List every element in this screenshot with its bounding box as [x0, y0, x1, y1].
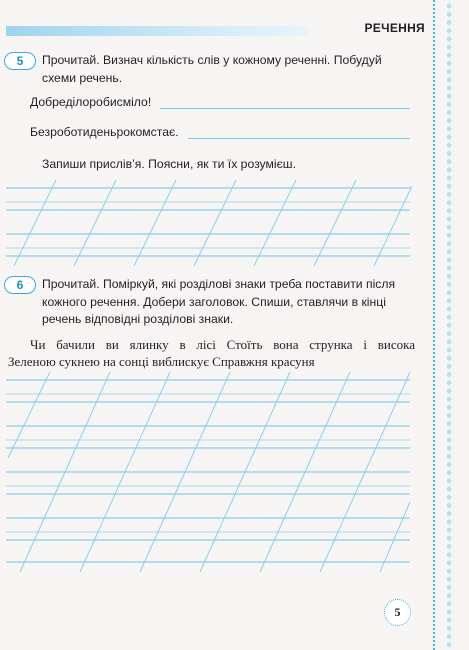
- task-6-writing-area[interactable]: [0, 372, 420, 582]
- header-accent-bar: [6, 26, 310, 36]
- task-6-text-line-2: Зеленою сукнею на сонці виблискує Справжня красуня: [8, 354, 315, 369]
- task-5-writing-area[interactable]: [0, 180, 420, 270]
- section-title: РЕЧЕННЯ: [364, 21, 425, 35]
- task-5-answer-line-1[interactable]: [160, 108, 410, 109]
- task-5-answer-line-2[interactable]: [188, 138, 410, 139]
- task-5-instruction: Прочитай. Визнач кількість слів у кожному реченні. Побудуй схеми речень.: [42, 53, 382, 85]
- task-5-sentence-2: Безроботиденьрокомстає.: [30, 125, 179, 139]
- task-5-number-badge: 5: [4, 52, 36, 70]
- dotted-page-border: [433, 0, 469, 650]
- task-5-proverb-instruction: Запиши прислів’я. Поясни, як ти їх розумієш.: [42, 157, 296, 171]
- task-6-number-badge: 6: [4, 276, 36, 294]
- task-6-text-line-1: Чи бачили ви ялинку в лісі Стоїть вона струнка і висока: [30, 337, 415, 352]
- task-5-sentence-1: Добредiлоробисміло!: [30, 95, 152, 109]
- task-6-instruction: Прочитай. Поміркуй, які розділові знаки треба поставити після кожного речення. Добери заголовок. Спиши, ставлячи в кінці речень відповідні розділові знаки.: [42, 277, 396, 326]
- page-number: 5: [384, 599, 411, 626]
